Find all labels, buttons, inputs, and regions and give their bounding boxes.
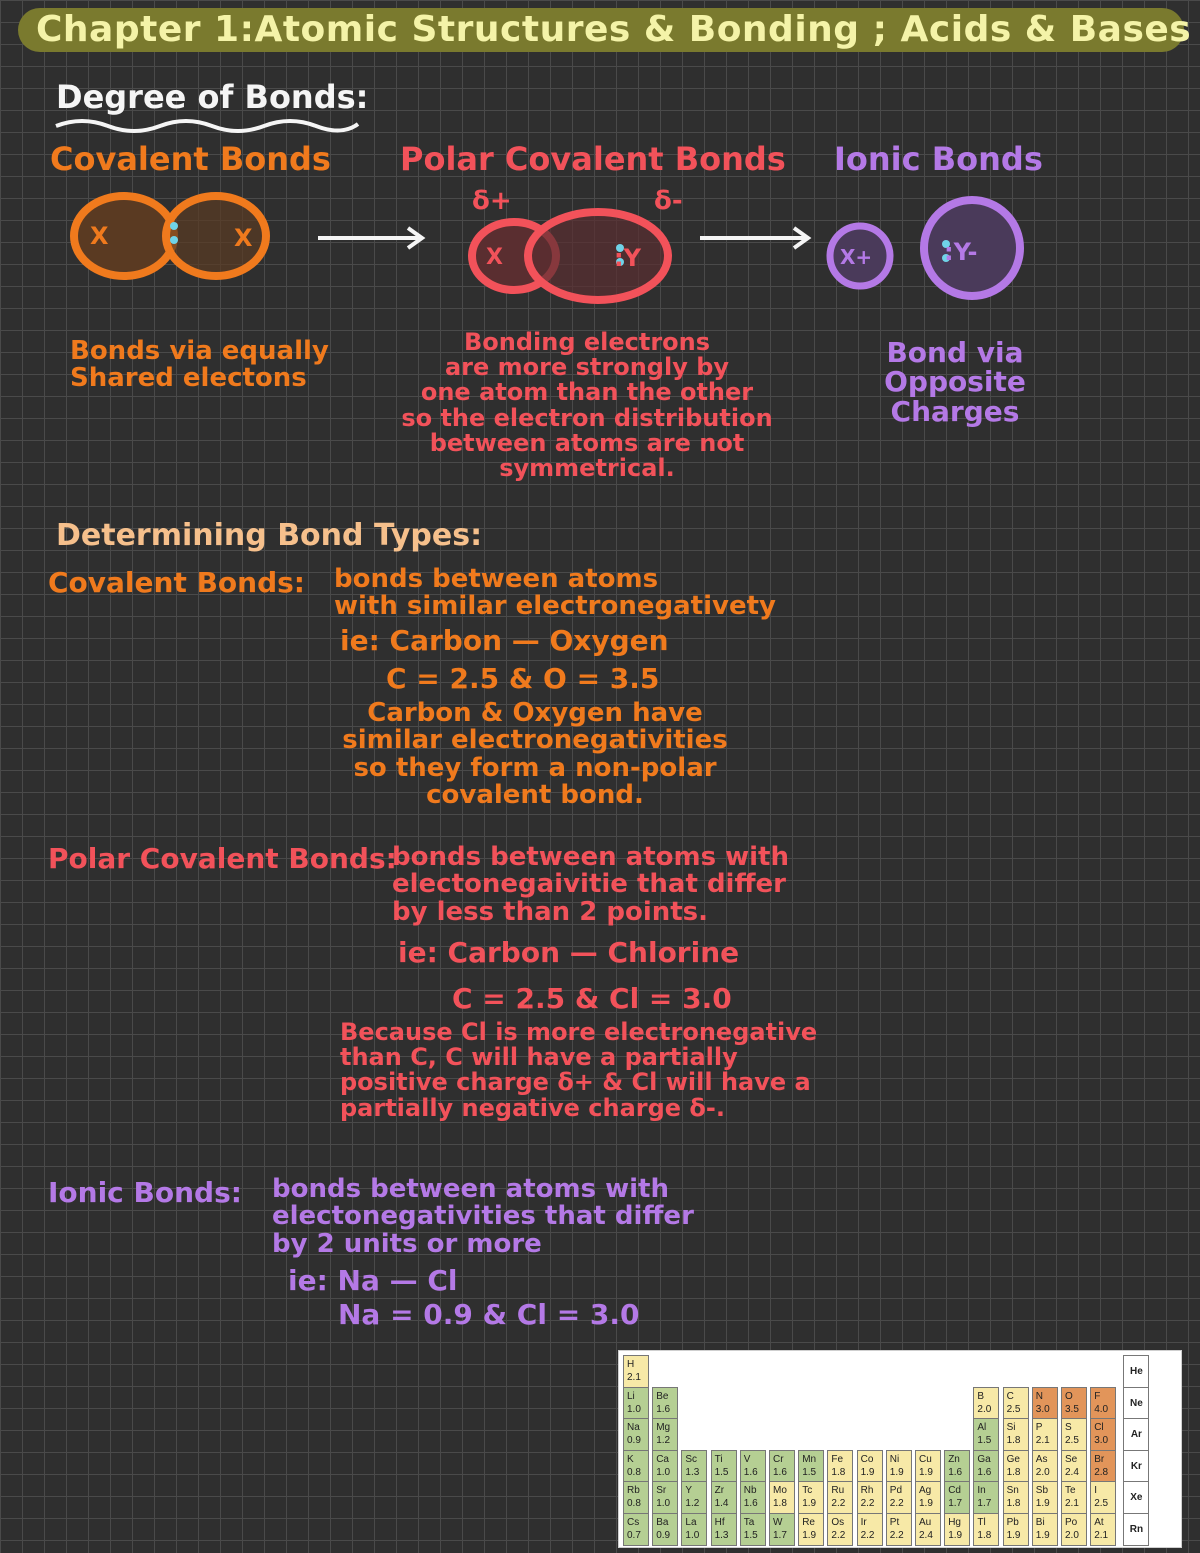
arrow-icon bbox=[698, 224, 814, 252]
element-symbol: Mg bbox=[656, 1422, 671, 1433]
element-electronegativity: 2.1 bbox=[1035, 1435, 1050, 1446]
element-cell-sc bbox=[681, 1450, 707, 1483]
element-symbol: H bbox=[627, 1359, 635, 1370]
element-electronegativity: 1.8 bbox=[1006, 1498, 1021, 1509]
element-electronegativity: 1.8 bbox=[1006, 1466, 1021, 1478]
element-cell-w bbox=[769, 1513, 795, 1546]
element-symbol: Bi bbox=[1035, 1516, 1045, 1528]
element-cell-s bbox=[1061, 1418, 1087, 1451]
element-electronegativity: 1.5 bbox=[743, 1529, 758, 1541]
element-symbol: Se bbox=[1065, 1453, 1078, 1465]
element-symbol: Mn bbox=[802, 1453, 817, 1465]
element-cell-cu bbox=[915, 1450, 941, 1483]
element-symbol: Be bbox=[656, 1390, 669, 1402]
det-ionic-definition: bonds between atoms with electonegativities that differ by 2 units or more bbox=[272, 1174, 694, 1259]
element-symbol: La bbox=[685, 1516, 697, 1528]
degree-underline bbox=[52, 114, 362, 136]
covalent-description: Bonds via equally Shared electons bbox=[70, 336, 329, 394]
element-cell-ba bbox=[652, 1513, 678, 1546]
element-electronegativity: 2.2 bbox=[831, 1529, 846, 1541]
element-electronegativity: 1.9 bbox=[948, 1529, 963, 1541]
element-electronegativity: 1.0 bbox=[627, 1403, 641, 1415]
element-cell-v bbox=[740, 1450, 766, 1483]
element-cell-f bbox=[1090, 1387, 1116, 1420]
delta-minus-label: δ- bbox=[654, 186, 683, 216]
element-electronegativity: 3.0 bbox=[1035, 1403, 1050, 1415]
element-symbol: Rb bbox=[627, 1485, 640, 1496]
det-covalent-definition: bonds between atoms with similar electronegativety bbox=[334, 564, 776, 622]
element-symbol: Mo bbox=[773, 1485, 787, 1496]
element-symbol: Os bbox=[831, 1516, 845, 1528]
det-ionic-label: Ionic Bonds: bbox=[48, 1176, 242, 1209]
element-electronegativity: 1.6 bbox=[977, 1466, 992, 1478]
element-electronegativity: 1.9 bbox=[889, 1466, 904, 1478]
det-ionic-values: Na = 0.9 & Cl = 3.0 bbox=[338, 1298, 640, 1331]
element-symbol: S bbox=[1065, 1422, 1072, 1433]
element-symbol: Ti bbox=[714, 1453, 723, 1465]
element-symbol: As bbox=[1035, 1453, 1048, 1465]
element-cell-rb bbox=[623, 1481, 649, 1514]
element-cell-sn bbox=[1003, 1481, 1029, 1514]
element-cell-ta bbox=[740, 1513, 766, 1546]
element-cell-au bbox=[915, 1513, 941, 1546]
element-cell-be bbox=[652, 1387, 678, 1420]
ionic-bond-diagram bbox=[820, 192, 1032, 304]
degree-heading: Degree of Bonds: bbox=[56, 78, 369, 116]
element-electronegativity: 2.1 bbox=[1094, 1529, 1109, 1541]
element-electronegativity: 1.2 bbox=[685, 1498, 700, 1509]
element-electronegativity: 2.0 bbox=[1035, 1466, 1050, 1478]
element-cell-pd bbox=[886, 1481, 912, 1514]
element-cell-ni bbox=[886, 1450, 912, 1483]
element-electronegativity: 1.6 bbox=[743, 1498, 758, 1509]
element-electronegativity: 4.0 bbox=[1094, 1403, 1109, 1415]
element-symbol: Ca bbox=[656, 1453, 669, 1465]
element-electronegativity: 2.5 bbox=[1006, 1403, 1021, 1415]
page-title: Chapter 1:Atomic Structures & Bonding ; Acids & Bases bbox=[36, 9, 1192, 50]
element-electronegativity: 1.7 bbox=[977, 1498, 992, 1509]
element-symbol: Te bbox=[1065, 1485, 1076, 1496]
element-cell-la bbox=[681, 1513, 707, 1546]
element-symbol: Si bbox=[1006, 1422, 1016, 1433]
element-symbol: Cr bbox=[773, 1453, 784, 1465]
element-electronegativity: 1.8 bbox=[1006, 1435, 1021, 1446]
element-cell-se bbox=[1061, 1450, 1087, 1483]
det-polar-definition: bonds between atoms with electonegaivitie that differ by less than 2 points. bbox=[392, 842, 789, 927]
element-symbol: F bbox=[1094, 1390, 1101, 1402]
element-cell-hf bbox=[711, 1513, 737, 1546]
element-symbol: Cd bbox=[948, 1485, 961, 1496]
element-symbol: Al bbox=[977, 1422, 987, 1433]
element-electronegativity: 1.2 bbox=[656, 1435, 671, 1446]
element-cell-p bbox=[1032, 1418, 1058, 1451]
element-cell-rn: Rn bbox=[1123, 1513, 1149, 1546]
element-symbol: Pb bbox=[1006, 1516, 1019, 1528]
element-symbol: In bbox=[977, 1485, 986, 1496]
element-symbol: Cu bbox=[919, 1453, 932, 1465]
element-electronegativity: 2.2 bbox=[889, 1498, 904, 1509]
element-electronegativity: 1.9 bbox=[860, 1466, 875, 1478]
det-covalent-example: ie: Carbon — Oxygen bbox=[340, 624, 669, 657]
element-cell-b bbox=[973, 1387, 999, 1420]
covalent-bond-diagram bbox=[66, 186, 286, 286]
element-cell-os bbox=[827, 1513, 853, 1546]
element-electronegativity: 2.2 bbox=[860, 1529, 875, 1541]
element-symbol: Ru bbox=[831, 1485, 845, 1496]
det-covalent-label: Covalent Bonds: bbox=[48, 566, 306, 599]
element-electronegativity: 1.0 bbox=[656, 1498, 671, 1509]
det-polar-explanation: Because Cl is more electronegative than C, C will have a partially positive charge δ+ & Cl will have a partially negative charge δ-. bbox=[340, 1018, 818, 1122]
element-electronegativity: 2.0 bbox=[1065, 1529, 1079, 1541]
element-electronegativity: 0.8 bbox=[627, 1498, 641, 1509]
element-cell-sb bbox=[1032, 1481, 1058, 1514]
element-electronegativity: 2.1 bbox=[627, 1372, 641, 1383]
element-electronegativity: 1.9 bbox=[919, 1466, 933, 1478]
element-cell-i bbox=[1090, 1481, 1116, 1514]
element-electronegativity: 2.8 bbox=[1094, 1466, 1109, 1478]
element-electronegativity: 2.2 bbox=[831, 1498, 846, 1509]
element-electronegativity: 1.5 bbox=[714, 1466, 729, 1478]
element-cell-ru bbox=[827, 1481, 853, 1514]
element-symbol: I bbox=[1094, 1485, 1097, 1496]
element-cell-cd bbox=[944, 1481, 970, 1514]
element-symbol: W bbox=[773, 1516, 783, 1528]
element-symbol: Tc bbox=[802, 1485, 813, 1496]
element-symbol: Sc bbox=[685, 1453, 698, 1465]
element-symbol: Na bbox=[627, 1422, 640, 1433]
element-symbol: Cl bbox=[1094, 1422, 1104, 1433]
element-electronegativity: 2.2 bbox=[860, 1498, 875, 1509]
element-electronegativity: 1.9 bbox=[802, 1529, 817, 1541]
element-symbol: Fe bbox=[831, 1453, 844, 1465]
element-symbol: Ge bbox=[1006, 1453, 1020, 1465]
element-electronegativity: 0.7 bbox=[627, 1529, 641, 1541]
element-symbol: Hg bbox=[948, 1516, 961, 1528]
element-cell-bi bbox=[1032, 1513, 1058, 1546]
element-symbol: Zn bbox=[948, 1453, 960, 1465]
element-cell-at bbox=[1090, 1513, 1116, 1546]
element-cell-tl bbox=[973, 1513, 999, 1546]
element-electronegativity: 1.6 bbox=[773, 1466, 787, 1478]
element-electronegativity: 1.0 bbox=[656, 1466, 671, 1478]
det-polar-example: ie: Carbon — Chlorine bbox=[398, 936, 740, 969]
element-cell-cl bbox=[1090, 1418, 1116, 1451]
element-electronegativity: 1.6 bbox=[656, 1403, 671, 1415]
element-symbol: Cs bbox=[627, 1516, 640, 1528]
polar-atom-right: :Y bbox=[614, 244, 641, 272]
element-symbol: Rh bbox=[860, 1485, 874, 1496]
element-cell-pt bbox=[886, 1513, 912, 1546]
element-cell-o bbox=[1061, 1387, 1087, 1420]
element-electronegativity: 2.4 bbox=[919, 1529, 933, 1541]
element-symbol: Y bbox=[685, 1485, 693, 1496]
element-symbol: Zr bbox=[714, 1485, 725, 1496]
element-cell-c bbox=[1003, 1387, 1029, 1420]
element-symbol: Ba bbox=[656, 1516, 669, 1528]
element-symbol: Au bbox=[919, 1516, 932, 1528]
ionic-description: Bond via Opposite Charges bbox=[884, 336, 1026, 428]
element-cell-cr bbox=[769, 1450, 795, 1483]
element-symbol: Sn bbox=[1006, 1485, 1019, 1496]
element-cell-re bbox=[798, 1513, 824, 1546]
element-electronegativity: 1.9 bbox=[1035, 1529, 1050, 1541]
element-cell-mn bbox=[798, 1450, 824, 1483]
element-electronegativity: 1.8 bbox=[977, 1529, 992, 1541]
element-cell-n bbox=[1032, 1387, 1058, 1420]
element-cell-fe bbox=[827, 1450, 853, 1483]
element-symbol: Re bbox=[802, 1516, 815, 1528]
element-cell-rh bbox=[857, 1481, 883, 1514]
element-cell-mo bbox=[769, 1481, 795, 1514]
ionic-atom-right: :Y- bbox=[944, 238, 978, 266]
element-electronegativity: 2.5 bbox=[1065, 1435, 1079, 1446]
element-symbol: O bbox=[1065, 1390, 1073, 1402]
element-cell-ga bbox=[973, 1450, 999, 1483]
element-electronegativity: 1.9 bbox=[919, 1498, 933, 1509]
element-symbol: Pt bbox=[889, 1516, 900, 1528]
element-cell-br bbox=[1090, 1450, 1116, 1483]
ionic-atom-left: X+ bbox=[840, 245, 873, 269]
element-cell-hg bbox=[944, 1513, 970, 1546]
element-symbol: Hf bbox=[714, 1516, 725, 1528]
element-cell-mg bbox=[652, 1418, 678, 1451]
element-electronegativity: 1.7 bbox=[773, 1529, 787, 1541]
element-electronegativity: 1.7 bbox=[948, 1498, 963, 1509]
det-covalent-values: C = 2.5 & O = 3.5 bbox=[386, 662, 660, 695]
element-symbol: Pd bbox=[889, 1485, 903, 1496]
covalent-atom-right: X bbox=[234, 224, 253, 252]
element-cell-ag bbox=[915, 1481, 941, 1514]
element-electronegativity: 2.0 bbox=[977, 1403, 992, 1415]
element-electronegativity: 1.8 bbox=[773, 1498, 787, 1509]
element-cell-zn bbox=[944, 1450, 970, 1483]
electronegativity-periodic-table bbox=[618, 1350, 1182, 1548]
element-cell-he: He bbox=[1123, 1355, 1149, 1388]
element-electronegativity: 1.3 bbox=[714, 1529, 729, 1541]
element-electronegativity: 1.9 bbox=[802, 1498, 817, 1509]
element-symbol: Tl bbox=[977, 1516, 986, 1528]
element-electronegativity: 0.8 bbox=[627, 1466, 641, 1478]
element-electronegativity: 1.9 bbox=[1035, 1498, 1050, 1509]
covalent-atom-left: X bbox=[90, 222, 109, 250]
element-electronegativity: 1.4 bbox=[714, 1498, 729, 1509]
det-polar-values: C = 2.5 & Cl = 3.0 bbox=[452, 982, 732, 1015]
element-symbol: Sr bbox=[656, 1485, 667, 1496]
polar-atom-left: X bbox=[486, 245, 503, 270]
element-cell-pb bbox=[1003, 1513, 1029, 1546]
element-symbol: Ir bbox=[860, 1516, 867, 1528]
element-symbol: Ga bbox=[977, 1453, 991, 1465]
element-cell-k bbox=[623, 1450, 649, 1483]
element-symbol: N bbox=[1035, 1390, 1044, 1402]
covalent-heading: Covalent Bonds bbox=[50, 140, 331, 178]
element-symbol: Po bbox=[1065, 1516, 1078, 1528]
determining-heading: Determining Bond Types: bbox=[56, 518, 483, 553]
element-cell-y bbox=[681, 1481, 707, 1514]
element-cell-ir bbox=[857, 1513, 883, 1546]
element-cell-po bbox=[1061, 1513, 1087, 1546]
element-electronegativity: 2.2 bbox=[889, 1529, 904, 1541]
element-symbol: C bbox=[1006, 1390, 1014, 1402]
det-ionic-example: ie: Na — Cl bbox=[288, 1264, 458, 1297]
element-cell-si bbox=[1003, 1418, 1029, 1451]
element-electronegativity: 1.6 bbox=[948, 1466, 963, 1478]
element-cell-zr bbox=[711, 1481, 737, 1514]
element-cell-te bbox=[1061, 1481, 1087, 1514]
element-electronegativity: 1.9 bbox=[1006, 1529, 1021, 1541]
element-electronegativity: 1.5 bbox=[977, 1435, 992, 1446]
element-electronegativity: 1.0 bbox=[685, 1529, 700, 1541]
element-symbol: Ta bbox=[743, 1516, 755, 1528]
element-electronegativity: 2.1 bbox=[1065, 1498, 1079, 1509]
element-electronegativity: 1.3 bbox=[685, 1466, 700, 1478]
det-polar-label: Polar Covalent Bonds: bbox=[48, 842, 397, 875]
element-cell-co bbox=[857, 1450, 883, 1483]
element-symbol: At bbox=[1094, 1516, 1104, 1528]
element-electronegativity: 1.5 bbox=[802, 1466, 817, 1478]
element-symbol: Sb bbox=[1035, 1485, 1049, 1496]
polar-description: Bonding electrons are more strongly by one atom than the other so the electron distribution between atoms are not symmetrical. bbox=[401, 328, 773, 482]
element-cell-na bbox=[623, 1418, 649, 1451]
det-covalent-explanation: Carbon & Oxygen have similar electronegativities so they form a non-polar covalent bond. bbox=[342, 698, 728, 810]
element-cell-in bbox=[973, 1481, 999, 1514]
element-electronegativity: 3.5 bbox=[1065, 1403, 1079, 1415]
element-electronegativity: 2.5 bbox=[1094, 1498, 1109, 1509]
arrow-icon bbox=[316, 224, 428, 252]
element-symbol: B bbox=[977, 1390, 985, 1402]
element-cell-li bbox=[623, 1387, 649, 1420]
element-symbol: Ni bbox=[889, 1453, 900, 1465]
element-cell-cs bbox=[623, 1513, 649, 1546]
element-symbol: V bbox=[743, 1453, 751, 1465]
element-electronegativity: 0.9 bbox=[656, 1529, 671, 1541]
element-electronegativity: 1.8 bbox=[831, 1466, 846, 1478]
element-electronegativity: 1.6 bbox=[743, 1466, 758, 1478]
element-cell-h bbox=[623, 1355, 649, 1388]
element-cell-as bbox=[1032, 1450, 1058, 1483]
element-cell-ti bbox=[711, 1450, 737, 1483]
polar-bond-diagram bbox=[462, 206, 676, 306]
polar-heading: Polar Covalent Bonds bbox=[400, 140, 786, 178]
element-cell-kr: Kr bbox=[1123, 1450, 1149, 1483]
element-cell-ca bbox=[652, 1450, 678, 1483]
element-symbol: K bbox=[627, 1453, 634, 1465]
delta-plus-label: δ+ bbox=[472, 186, 512, 216]
element-symbol: P bbox=[1035, 1422, 1043, 1433]
element-symbol: Ag bbox=[919, 1485, 932, 1496]
element-symbol: Br bbox=[1094, 1453, 1105, 1465]
element-cell-ar: Ar bbox=[1123, 1418, 1149, 1451]
element-symbol: Co bbox=[860, 1453, 874, 1465]
element-cell-sr bbox=[652, 1481, 678, 1514]
element-electronegativity: 3.0 bbox=[1094, 1435, 1109, 1446]
element-cell-al bbox=[973, 1418, 999, 1451]
element-cell-tc bbox=[798, 1481, 824, 1514]
element-electronegativity: 0.9 bbox=[627, 1435, 641, 1446]
ionic-heading: Ionic Bonds bbox=[834, 140, 1043, 178]
element-symbol: Li bbox=[627, 1390, 635, 1402]
element-cell-nb bbox=[740, 1481, 766, 1514]
element-cell-ge bbox=[1003, 1450, 1029, 1483]
element-cell-xe: Xe bbox=[1123, 1481, 1149, 1514]
element-symbol: Nb bbox=[743, 1485, 757, 1496]
element-cell-ne: Ne bbox=[1123, 1387, 1149, 1420]
element-electronegativity: 2.4 bbox=[1065, 1466, 1079, 1478]
